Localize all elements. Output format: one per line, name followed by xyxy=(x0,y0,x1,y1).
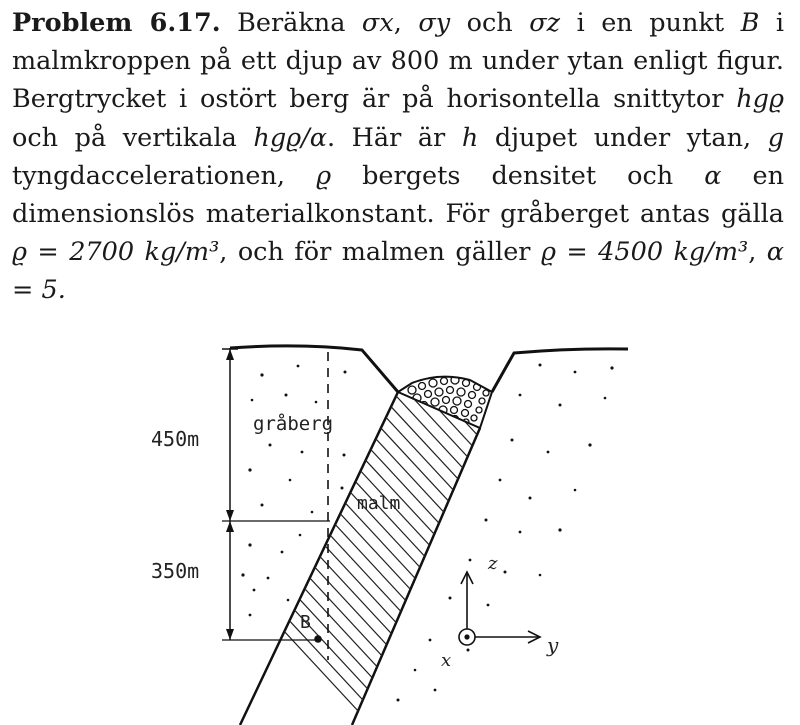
text-s2-pre: Bergtrycket i ostört berg är på horisontella snittytor xyxy=(12,84,724,115)
ore-foot-wall xyxy=(352,428,480,725)
problem-text xyxy=(12,4,784,310)
arrow-top xyxy=(226,349,234,360)
text-s3-c: tyngdaccelerationen, xyxy=(12,160,286,191)
sigma-y: σy xyxy=(418,8,451,38)
text-location-post: i malmkroppen på ett djup av 800 m under ytan enligt figur. xyxy=(12,8,785,77)
depth-label-upper: 450m xyxy=(151,427,200,451)
text-conj: och xyxy=(466,8,513,38)
rho-eq-rock: ϱ = 2700 kg/m³ xyxy=(12,237,220,268)
arrow-mid-down xyxy=(226,521,234,532)
point-b-marker xyxy=(314,635,322,643)
text-s3-b: djupet under ytan, xyxy=(494,122,752,153)
point-symbol: B xyxy=(740,8,760,38)
text-s4: , och för malmen gäller xyxy=(219,237,531,268)
ore-label: malm xyxy=(357,493,401,514)
axis-x-label: x xyxy=(441,650,452,671)
hgrho-alpha: hgϱ/α xyxy=(253,122,327,153)
ground-surface-right xyxy=(492,349,628,392)
rock-label: gråberg xyxy=(253,413,334,435)
hgrho: hgϱ xyxy=(736,84,784,115)
cross-section-figure xyxy=(0,330,800,725)
depth-label-lower: 350m xyxy=(151,559,200,583)
text-location-pre: i en punkt xyxy=(576,8,725,38)
alpha-eq: α = 5. xyxy=(12,237,784,306)
problem-title: Problem 6.17. xyxy=(12,8,221,38)
point-b-label: B xyxy=(300,612,311,633)
g-symbol: g xyxy=(767,122,785,153)
x-axis-symbol-dot xyxy=(464,634,469,639)
arrow-bottom xyxy=(226,629,234,640)
sigma-x: σx xyxy=(361,8,394,38)
axis-z-label: z xyxy=(488,553,498,574)
axis-y-label: y xyxy=(547,633,559,657)
ground-surface-left xyxy=(230,346,398,392)
rho-eq-ore: ϱ = 4500 kg/m³ xyxy=(540,237,749,268)
text-s3-e: en dimensionslös materialkonstant. För gråberget antas gälla xyxy=(12,160,785,230)
rho-symbol: ϱ xyxy=(316,160,332,191)
h-symbol: h xyxy=(461,122,479,153)
text-s2-mid: och på vertikala xyxy=(12,122,237,153)
text-intro: Beräkna xyxy=(237,8,346,38)
alpha-symbol: α xyxy=(704,160,722,191)
sigma-z: σz xyxy=(529,8,561,38)
text-s3-d: bergets densitet och xyxy=(362,160,674,191)
problem-paragraph: Problem 6.17. Beräkna σx, σy och σz i en punkt B i malmkroppen på ett djup av 800 m under ytan enligt figur. Bergtrycket i ostört berg är på horisontella snittytor hgϱ och på vertikala hgϱ/α. Här är h djupet under ytan, g tyngdaccelerationen, ϱ bergets densitet och α en dimensionslös materialkonstant. För gråberget antas gälla ϱ = 2700 kg/m³, och för malmen gäller ϱ = 4500 kg/m³, α = 5. xyxy=(12,8,785,306)
text-s3-a: . Här är xyxy=(326,122,446,153)
arrow-mid-up xyxy=(226,510,234,521)
